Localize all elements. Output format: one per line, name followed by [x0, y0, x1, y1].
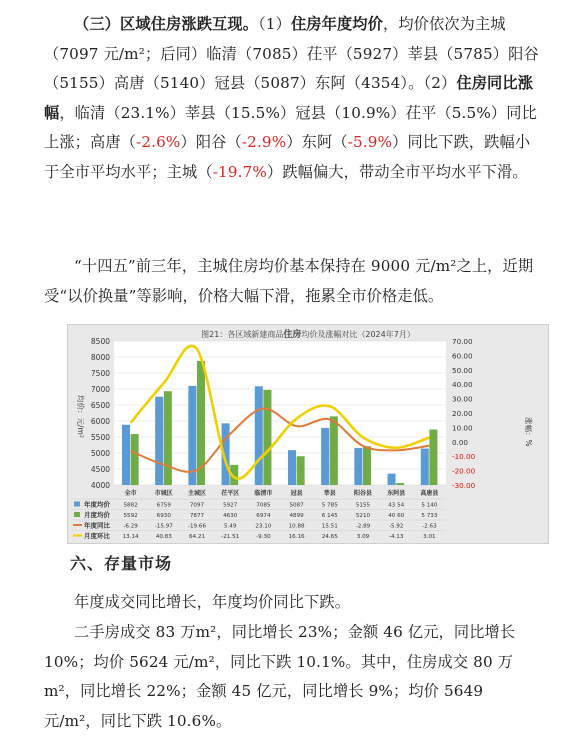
data-label: 43 54	[388, 502, 405, 509]
section3-paragraph	[44, 10, 544, 188]
bar-annual-7	[354, 448, 362, 485]
y-left-label: 均价：元/m²	[76, 395, 85, 438]
data-label: 3.09	[356, 534, 370, 540]
y-left-tick-label: 7500	[90, 369, 110, 378]
bar-monthly-5	[297, 456, 305, 485]
legend-label: 月度环比	[84, 532, 110, 540]
section3-prefix: （三）	[74, 15, 121, 33]
chart-title-prefix: 图21：各区域新建商品	[201, 330, 284, 339]
chart-title-bold: 住房	[283, 330, 302, 340]
p2-neg-3: -5.9%	[347, 133, 393, 152]
bar-annual-1	[155, 397, 163, 485]
data-label: -6.29	[123, 523, 138, 530]
data-label: -21.51	[221, 534, 240, 540]
section3-title: 区域住房涨跌互现。	[120, 15, 259, 33]
y-right-tick-label: 0.00	[452, 437, 469, 447]
y-left-tick-label: 8500	[90, 337, 110, 346]
y-right-tick-label: 10.00	[452, 423, 473, 433]
chart-svg	[68, 325, 548, 543]
y-right-tick-label: -30.00	[452, 481, 476, 490]
section6-line2: 二手房成交 83 万m²，同比增长 23%；金额 46 亿元，同比增长 10%；均价 5624 元/m²，同比下跌 10.1%。其中，住房成交 80 万m²，同比增长 22%；金额 45 亿元，同比增长 9%；均价 5649 元/m²，同比下跌 10.6%。	[44, 623, 516, 730]
p2-part: （2）	[423, 74, 457, 93]
y-left-tick-label: 6000	[90, 417, 110, 426]
bar-monthly-6	[330, 416, 338, 485]
p2-neg-4: -19.7%	[212, 162, 267, 181]
p2-text-d: ）同比下跌，跌幅小于全市平均水平；主城（	[44, 133, 531, 181]
data-label: 16.16	[288, 534, 305, 540]
legend-label: 年度均价	[84, 500, 110, 509]
p1-text: ，均价依次为主城（7097 元/m²；后同）临清（7085）茌平（5927）莘县（5785）阳谷（5155）高唐（5140）冠县（5087）东阿（4354）。	[44, 15, 539, 93]
legend-label: 年度同比	[84, 521, 110, 530]
p2-text-e: ）跌幅偏大，带动全市平均水平下滑。	[267, 162, 528, 181]
category-label: 主城区	[187, 490, 207, 497]
legend-swatch	[74, 502, 80, 507]
para-14th-five-year: “十四五”前三年，主城住房均价基本保持在 9000 元/m²之上，近期受“以价换量”等影响，价格大幅下滑，拖累全市价格走低。	[44, 257, 534, 305]
data-label: -19.66	[187, 523, 207, 530]
data-label: -15.97	[154, 523, 173, 530]
data-label: -2.63	[422, 523, 437, 530]
category-label: 东阿县	[387, 490, 406, 497]
y-right-tick-label: 50.00	[452, 365, 473, 375]
bar-monthly-7	[363, 446, 371, 485]
data-label: 23.10	[255, 523, 272, 530]
p2-neg-2: -2.9%	[241, 133, 287, 152]
y-left-tick-label: 4000	[90, 481, 110, 490]
bar-annual-9	[421, 449, 429, 485]
y-left-tick-label: 7000	[90, 385, 110, 394]
data-label: 5087	[289, 502, 304, 509]
category-label: 冠县	[290, 490, 303, 497]
bar-monthly-1	[164, 391, 172, 485]
data-label: 13.14	[122, 534, 139, 540]
p2-neg-1: -2.6%	[136, 133, 181, 152]
y-left-tick-label: 4500	[90, 465, 110, 474]
y-right-tick-label: -10.00	[452, 452, 476, 462]
data-label: 5882	[123, 502, 138, 509]
y-left-tick-label: 8000	[90, 353, 110, 362]
data-label: 15.51	[321, 523, 338, 530]
category-label: 市城区	[154, 490, 173, 497]
p2-text-b: ）阳谷（	[180, 133, 242, 152]
data-label: 7877	[189, 513, 205, 519]
legend-label: 月度均价	[84, 511, 110, 519]
data-label: 40 60	[388, 513, 405, 519]
data-label: 5155	[355, 502, 371, 509]
section6-title: 六、存量市场	[70, 554, 173, 573]
data-label: 6930	[156, 513, 171, 519]
bar-annual-6	[321, 428, 329, 485]
data-label: 5.49	[223, 523, 237, 530]
data-label: -2.89	[355, 523, 371, 530]
data-label: -9.30	[256, 534, 271, 540]
legend-swatch	[74, 512, 80, 517]
bar-monthly-8	[396, 483, 404, 485]
p2-text-c: ）东阿（	[286, 133, 348, 152]
data-label: 40.83	[155, 534, 172, 540]
data-label: 3.01	[423, 534, 436, 540]
y-right-tick-label: 30.00	[452, 394, 473, 404]
bar-monthly-9	[429, 430, 437, 485]
chart-title	[201, 328, 415, 340]
chart-title-suffix: 均价及涨幅对比（2024年7月）	[301, 330, 415, 339]
y-left-tick-label: 5500	[90, 433, 110, 442]
y-right-tick-label: -20.00	[452, 466, 476, 476]
category-label: 全市	[124, 490, 137, 497]
y-right-tick-label: 60.00	[452, 351, 473, 361]
data-label: 7097	[189, 502, 205, 509]
bar-annual-4	[255, 386, 263, 485]
data-label: -4.13	[388, 534, 404, 540]
data-label: 7085	[256, 502, 271, 509]
y-left-tick-label: 6500	[90, 401, 110, 410]
data-label: 5 785	[321, 502, 338, 509]
p2-text-a: ，临清（23.1%）莘县（15.5%）冠县（10.9%）茌平（5.5%）同比上涨；高唐（	[44, 103, 537, 152]
category-label: 莘县	[323, 490, 336, 497]
p1-part: （1）	[258, 15, 291, 33]
chart-figure	[67, 324, 549, 544]
y-right-tick-label: 70.00	[452, 337, 473, 346]
bar-monthly-0	[131, 434, 139, 485]
bar-monthly-4	[263, 390, 271, 485]
section6-line1: 年度成交同比增长，年度均价同比下跌。	[74, 593, 351, 611]
data-label: 10.88	[288, 523, 305, 530]
data-label: 6759	[156, 502, 171, 509]
data-label: 4899	[289, 513, 304, 519]
plot-layer	[72, 337, 476, 540]
bar-annual-8	[388, 474, 396, 485]
y-right-label: 涨幅：%	[524, 417, 533, 447]
data-label: 5927	[223, 502, 238, 509]
category-label: 茌平区	[221, 490, 240, 497]
y-right-tick-label: 20.00	[452, 409, 473, 418]
category-label: 高唐县	[420, 490, 439, 497]
data-label: 6974	[256, 513, 271, 519]
bar-annual-0	[122, 425, 130, 485]
data-label: -5.92	[388, 523, 404, 530]
data-label: 24.65	[321, 534, 338, 540]
data-label: 5210	[355, 513, 371, 519]
category-label: 阳谷县	[353, 490, 373, 497]
data-label: 5592	[123, 513, 138, 519]
data-label: 6 145	[321, 513, 338, 519]
p1-label: 住房年度均价	[290, 15, 383, 33]
bar-annual-5	[288, 450, 296, 485]
data-label: 5 733	[421, 513, 438, 519]
data-label: 5 140	[421, 502, 438, 509]
data-label: 4630	[223, 513, 238, 519]
y-left-tick-label: 5000	[90, 449, 110, 458]
y-right-tick-label: 40.00	[452, 380, 473, 390]
category-label: 临清市	[254, 490, 273, 497]
p2-label: 住房同比涨幅	[44, 74, 534, 122]
data-label: 64.21	[188, 534, 206, 540]
